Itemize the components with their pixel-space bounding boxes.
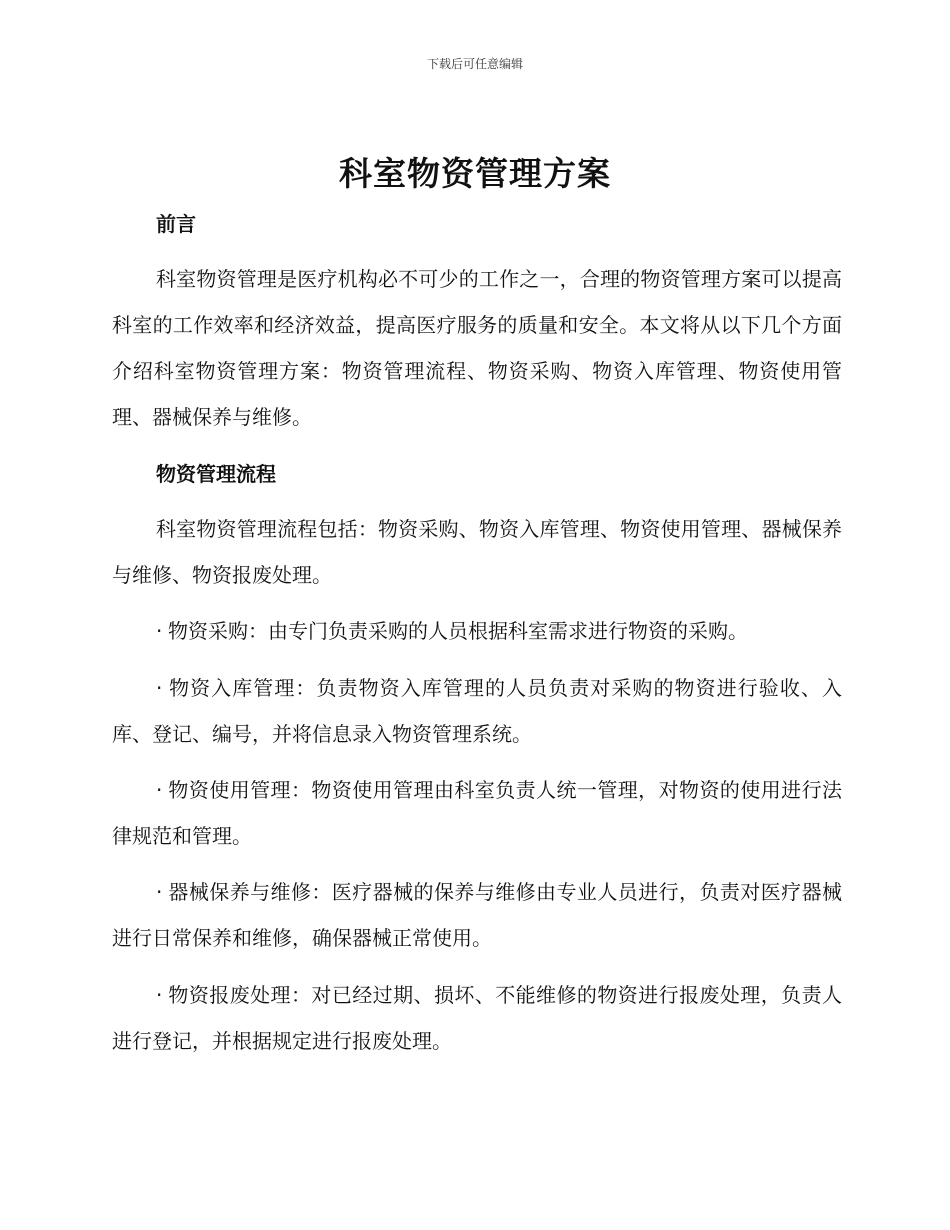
bullet-text: 物资使用管理：物资使用管理由科室负责人统一管理，对物资的使用进行法律规范和管理。 [112, 778, 842, 848]
bullet-text: 物资采购：由专门负责采购的人员根据科室需求进行物资的采购。 [168, 619, 748, 643]
section-heading-process: 物资管理流程 [156, 462, 276, 486]
section-heading-preface: 前言 [156, 212, 196, 236]
bullet-item-maintenance [112, 869, 842, 961]
bullet-symbol: · [156, 983, 163, 1007]
bullet-text: 器械保养与维修：医疗器械的保养与维修由专业人员进行，负责对医疗器械进行日常保养和维修，确保器械正常使用。 [112, 880, 842, 950]
bullet-symbol: · [156, 880, 163, 904]
bullet-symbol: · [156, 619, 163, 643]
bullet-item-procurement [112, 608, 842, 654]
bullet-symbol: · [156, 676, 163, 700]
document-title: 科室物资管理方案 [339, 154, 611, 193]
bullet-item-usage [112, 767, 842, 859]
process-paragraph: 科室物资管理流程包括：物资采购、物资入库管理、物资使用管理、器械保养与维修、物资报废处理。 [112, 517, 842, 587]
bullet-text: 物资入库管理：负责物资入库管理的人员负责对采购的物资进行验收、入库、登记、编号，并将信息录入物资管理系统。 [112, 676, 842, 746]
bullet-item-warehousing [112, 665, 842, 757]
bullet-item-disposal [112, 972, 842, 1064]
page-header: 下载后可任意编辑 [426, 57, 523, 71]
preface-paragraph: 科室物资管理是医疗机构必不可少的工作之一，合理的物资管理方案可以提高科室的工作效率和经济效益，提高医疗服务的质量和安全。本文将从以下几个方面介绍科室物资管理方案：物资管理流程、物资采购、物资入库管理、物资使用管理、器械保养与维修。 [112, 267, 842, 429]
bullet-symbol: · [156, 778, 163, 802]
bullet-text: 物资报废处理：对已经过期、损坏、不能维修的物资进行报废处理，负责人进行登记，并根据规定进行报废处理。 [112, 983, 842, 1053]
